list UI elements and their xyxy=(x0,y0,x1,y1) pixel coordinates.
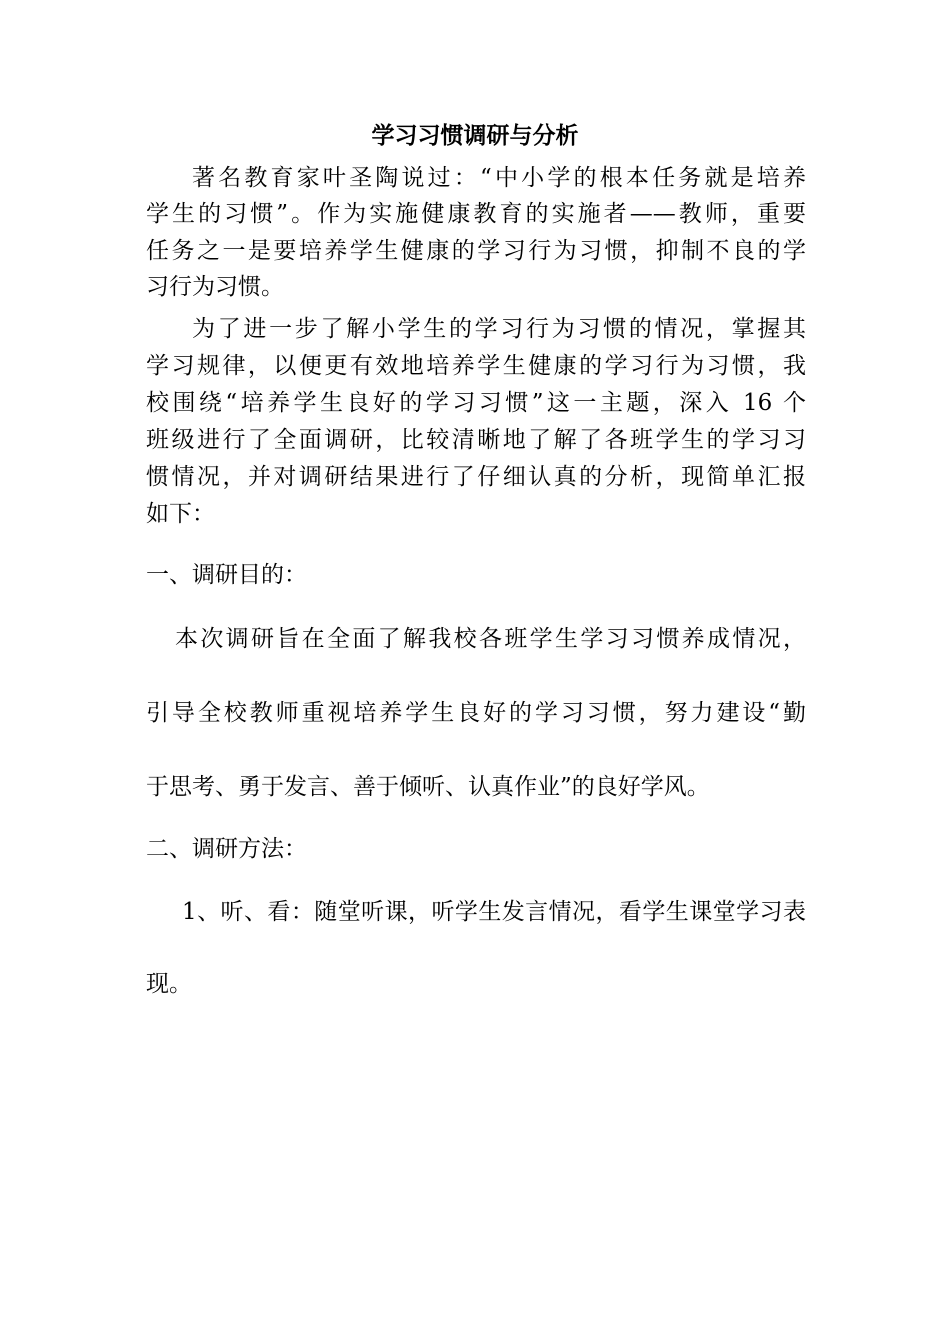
paragraph-line: 著名教育家叶圣陶说过：“中小学的根本任务就是培养 xyxy=(192,165,806,191)
section-heading: 二、调研方法： xyxy=(146,836,307,862)
paragraph-line: 1、听、看：随堂听课，听学生发言情况，看学生课堂学习表 xyxy=(182,899,806,925)
paragraph-line: 于思考、勇于发言、善于倾听、认真作业”的良好学风。 xyxy=(146,774,710,800)
paragraph-line: 现。 xyxy=(146,971,192,997)
paragraph-line: 学生的习惯”。作为实施健康教育的实施者——教师，重要 xyxy=(146,201,806,227)
paragraph-line: 引导全校教师重视培养学生良好的学习习惯，努力建设“勤 xyxy=(146,700,806,726)
paragraph-line: 惯情况，并对调研结果进行了仔细认真的分析，现简单汇报 xyxy=(146,464,806,490)
paragraph-line: 本次调研旨在全面了解我校各班学生学习习惯养成情况， xyxy=(175,626,806,652)
paragraph-line: 学习规律，以便更有效地培养学生健康的学习行为习惯，我 xyxy=(146,353,806,379)
document-title: 学习习惯调研与分析 xyxy=(371,122,579,149)
paragraph-line: 习行为习惯。 xyxy=(146,274,284,300)
paragraph-line: 任务之一是要培养学生健康的学习行为习惯，抑制不良的学 xyxy=(146,238,806,264)
paragraph-line: 为了进一步了解小学生的学习行为习惯的情况，掌握其 xyxy=(192,316,806,342)
section-heading: 一、调研目的： xyxy=(146,562,307,588)
paragraph-line: 校围绕“培养学生良好的学习习惯”这一主题，深入 16 个 xyxy=(146,390,806,416)
paragraph-line: 班级进行了全面调研，比较清晰地了解了各班学生的学习习 xyxy=(146,427,806,453)
paragraph-line: 如下： xyxy=(146,501,215,527)
